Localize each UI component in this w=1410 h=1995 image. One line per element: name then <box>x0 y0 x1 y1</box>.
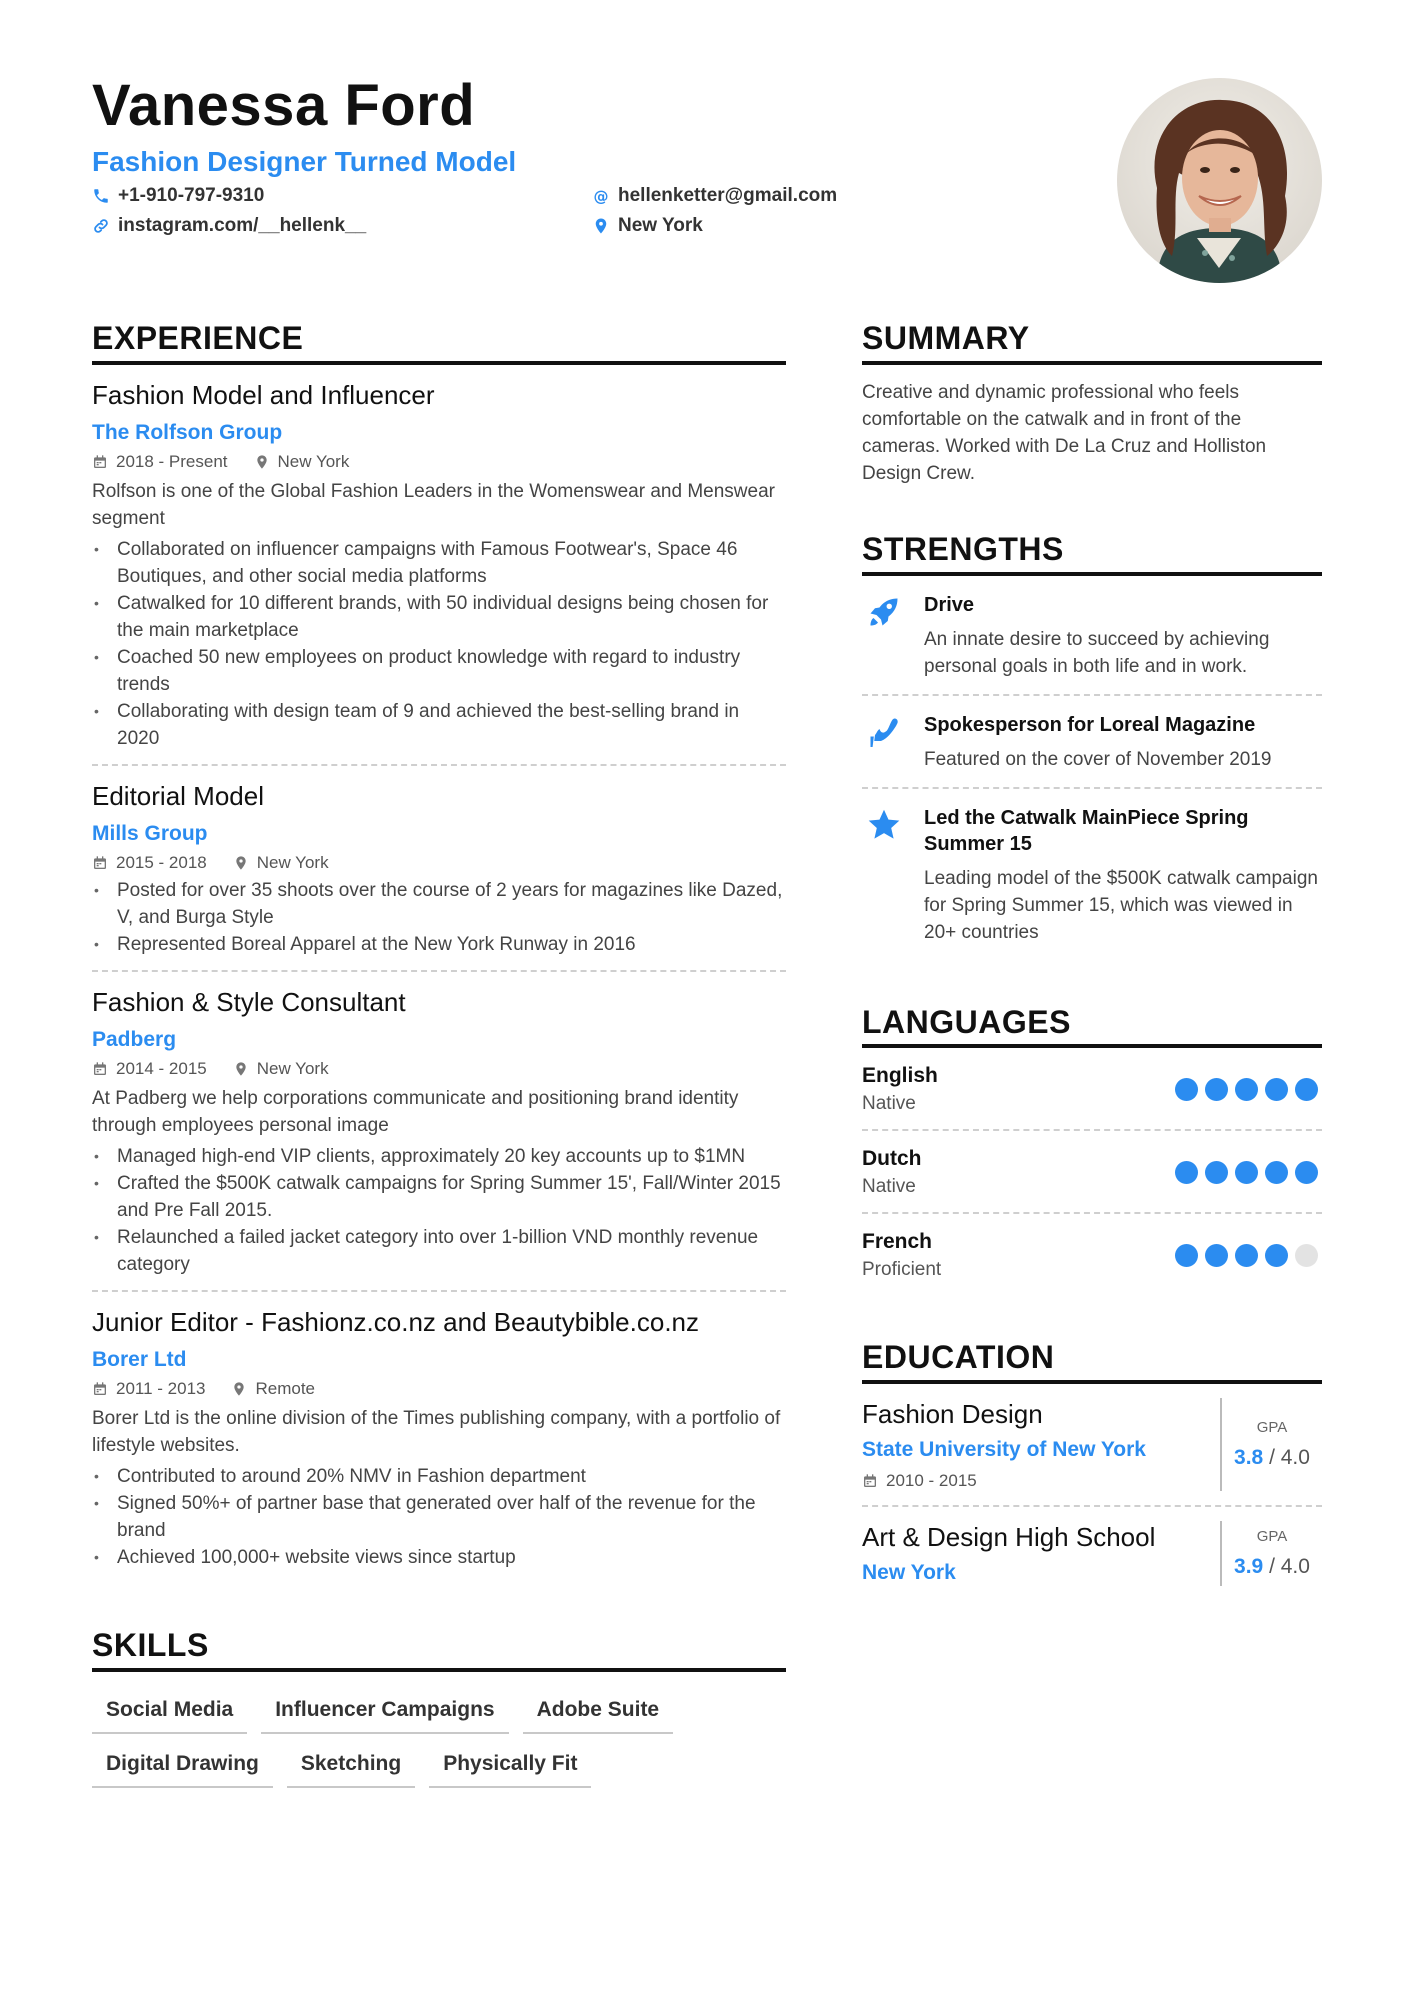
gpa-label: GPA <box>1256 1419 1288 1437</box>
experience-item <box>92 365 786 766</box>
bullet-item: • Relaunched a failed jacket category into over 1-billion VND monthly revenue category <box>92 1224 786 1278</box>
experience-heading: EXPERIENCE <box>92 320 786 365</box>
skill-tag: Adobe Suite <box>523 1694 674 1734</box>
language-item <box>862 1048 1322 1131</box>
language-name: Dutch <box>862 1147 922 1171</box>
right-column <box>862 320 1322 1600</box>
language-rating <box>1175 1244 1318 1267</box>
calendar-icon <box>92 454 108 470</box>
rocket-icon <box>866 594 902 630</box>
education-degree: Art & Design High School <box>862 1522 1156 1553</box>
location-text: New York <box>618 215 703 236</box>
link-icon <box>92 217 110 235</box>
experience-item <box>92 972 786 1292</box>
strength-title: Drive <box>924 593 975 616</box>
job-meta <box>92 1059 786 1079</box>
job-location: New York <box>256 1059 329 1079</box>
language-level: Native <box>862 1176 916 1198</box>
bullet-item: • Collaborating with design team of 9 and achieved the best-selling brand in 2020 <box>92 698 786 752</box>
gpa-label: GPA <box>1256 1528 1288 1546</box>
job-meta <box>92 452 786 472</box>
job-dates: 2018 - Present <box>116 451 228 471</box>
phone-icon <box>92 187 110 205</box>
calendar-icon <box>92 855 108 871</box>
location-pin-icon <box>231 1381 247 1397</box>
strength-item <box>862 696 1322 789</box>
job-role: Fashion & Style Consultant <box>92 986 406 1017</box>
svg-text:@: @ <box>593 186 609 205</box>
contact-phone[interactable] <box>92 186 264 205</box>
bullet-item: • Collaborated on influencer campaigns with Famous Footwear's, Space 46 Boutiques, and other social media platforms <box>92 536 786 590</box>
education-school: New York <box>862 1561 956 1585</box>
rating-dot-filled <box>1175 1078 1198 1101</box>
job-role: Junior Editor - Fashionz.co.nz and Beautybible.co.nz <box>92 1307 700 1338</box>
candidate-title: Fashion Designer Turned Model <box>92 146 517 177</box>
rating-dot-filled <box>1205 1161 1228 1184</box>
strength-description: Featured on the cover of November 2019 <box>924 748 1272 770</box>
strength-description: An innate desire to succeed by achieving personal goals in both life and in work. <box>924 628 1270 677</box>
job-bullets <box>92 536 786 752</box>
job-meta <box>92 1379 786 1399</box>
profile-photo <box>1117 78 1322 283</box>
bullet-item: • Represented Boreal Apparel at the New York Runway in 2016 <box>92 931 786 958</box>
bullet-item: • Managed high-end VIP clients, approximately 20 key accounts up to $1MN <box>92 1143 786 1170</box>
bullet-item: • Coached 50 new employees on product knowledge with regard to industry trends <box>92 644 786 698</box>
gpa-max: / 4.0 <box>1269 1446 1310 1470</box>
rating-dot-filled <box>1205 1078 1228 1101</box>
job-company: Mills Group <box>92 821 208 845</box>
bullet-item: • Contributed to around 20% NMV in Fashion department <box>92 1463 786 1490</box>
experience-item <box>92 1292 786 1583</box>
calendar-icon <box>862 1473 878 1489</box>
job-description: At Padberg we help corporations communicate and positioning brand identity through employees personal image <box>92 1088 739 1137</box>
rating-dot-filled <box>1295 1161 1318 1184</box>
rating-dot-empty <box>1295 1244 1318 1267</box>
high-heel-icon <box>866 714 902 750</box>
language-name: French <box>862 1230 933 1254</box>
left-column <box>92 320 786 1788</box>
contact-link[interactable] <box>92 216 366 235</box>
rating-dot-filled <box>1175 1244 1198 1267</box>
job-company: The Rolfson Group <box>92 420 283 444</box>
education-gpa <box>1220 1398 1322 1491</box>
skill-tag: Digital Drawing <box>92 1748 273 1788</box>
job-role: Fashion Model and Influencer <box>92 379 435 410</box>
location-pin-icon <box>233 1061 249 1077</box>
rating-dot-filled <box>1295 1078 1318 1101</box>
summary-text: Creative and dynamic professional who feels comfortable on the catwalk and in front of the cameras. Worked with De La Cruz and Holliston Design Crew. <box>862 381 1267 484</box>
language-rating <box>1175 1161 1318 1184</box>
education-degree: Fashion Design <box>862 1399 1043 1430</box>
summary-heading: SUMMARY <box>862 320 1322 365</box>
location-pin-icon <box>592 217 610 235</box>
gpa-value: 3.8 <box>1234 1446 1264 1470</box>
skill-tag: Sketching <box>287 1748 415 1788</box>
education-heading: EDUCATION <box>862 1339 1322 1384</box>
bullet-item: • Signed 50%+ of partner base that generated over half of the revenue for the brand <box>92 1490 786 1544</box>
job-location: New York <box>277 451 350 471</box>
job-bullets <box>92 877 786 958</box>
strength-description: Leading model of the $500K catwalk campaign for Spring Summer 15, which was viewed in 20+ countries <box>924 867 1318 943</box>
education-school: State University of New York <box>862 1437 1146 1461</box>
skills-heading: SKILLS <box>92 1627 786 1672</box>
experience-item <box>92 766 786 972</box>
job-dates: 2015 - 2018 <box>116 852 207 872</box>
language-item <box>862 1214 1322 1295</box>
education-meta <box>862 1471 1220 1491</box>
rating-dot-filled <box>1235 1161 1258 1184</box>
rating-dot-filled <box>1205 1244 1228 1267</box>
job-company: Borer Ltd <box>92 1347 187 1371</box>
languages-heading: LANGUAGES <box>862 1004 1322 1049</box>
rating-dot-filled <box>1235 1078 1258 1101</box>
language-rating <box>1175 1078 1318 1101</box>
rating-dot-filled <box>1235 1244 1258 1267</box>
strength-title: Led the Catwalk MainPiece Spring Summer 15 <box>924 806 1249 855</box>
education-gpa <box>1220 1521 1322 1586</box>
bullet-item: • Posted for over 35 shoots over the course of 2 years for magazines like Dazed, V, and Burga Style <box>92 877 786 931</box>
skills-list <box>92 1694 786 1788</box>
gpa-max: / 4.0 <box>1269 1555 1310 1579</box>
job-role: Editorial Model <box>92 780 264 811</box>
at-icon <box>592 187 610 205</box>
job-location: Remote <box>255 1379 316 1399</box>
education-dates: 2010 - 2015 <box>886 1471 977 1491</box>
job-description: Rolfson is one of the Global Fashion Leaders in the Womenswear and Menswear segment <box>92 480 775 529</box>
strength-item <box>862 789 1322 960</box>
skill-tag: Physically Fit <box>429 1748 591 1788</box>
contact-email[interactable] <box>592 186 837 205</box>
star-icon <box>866 807 902 843</box>
link-text: instagram.com/__hellenk__ <box>118 215 367 236</box>
rating-dot-filled <box>1265 1078 1288 1101</box>
job-company: Padberg <box>92 1027 177 1051</box>
education-item <box>862 1384 1322 1507</box>
rating-dot-filled <box>1265 1244 1288 1267</box>
rating-dot-filled <box>1265 1161 1288 1184</box>
bullet-item: • Crafted the $500K catwalk campaigns for Spring Summer 15', Fall/Winter 2015 and Pre Fall 2015. <box>92 1170 786 1224</box>
job-meta <box>92 853 786 873</box>
candidate-name: Vanessa Ford <box>92 73 476 138</box>
job-bullets <box>92 1143 786 1278</box>
job-dates: 2014 - 2015 <box>116 1059 207 1079</box>
email-text: hellenketter@gmail.com <box>618 185 838 206</box>
phone-text: +1-910-797-9310 <box>118 185 265 206</box>
location-pin-icon <box>233 855 249 871</box>
contact-location <box>592 216 703 235</box>
job-dates: 2011 - 2013 <box>116 1379 206 1399</box>
strengths-heading: STRENGTHS <box>862 531 1322 576</box>
education-item <box>862 1507 1322 1600</box>
location-pin-icon <box>254 454 270 470</box>
strength-title: Spokesperson for Loreal Magazine <box>924 713 1256 736</box>
bullet-item: • Achieved 100,000+ website views since startup <box>92 1544 786 1571</box>
job-description: Borer Ltd is the online division of the Times publishing company, with a portfolio of lifestyle websites. <box>92 1408 781 1457</box>
strength-item <box>862 576 1322 696</box>
bullet-item: • Catwalked for 10 different brands, with 50 individual designs being chosen for the main marketplace <box>92 590 786 644</box>
language-name: English <box>862 1064 938 1088</box>
calendar-icon <box>92 1381 108 1397</box>
skill-tag: Social Media <box>92 1694 247 1734</box>
language-level: Native <box>862 1093 916 1115</box>
skill-tag: Influencer Campaigns <box>261 1694 508 1734</box>
language-level: Proficient <box>862 1259 942 1281</box>
job-location: New York <box>256 852 329 872</box>
job-bullets <box>92 1463 786 1571</box>
gpa-value: 3.9 <box>1234 1555 1264 1579</box>
language-item <box>862 1131 1322 1214</box>
calendar-icon <box>92 1061 108 1077</box>
rating-dot-filled <box>1175 1161 1198 1184</box>
